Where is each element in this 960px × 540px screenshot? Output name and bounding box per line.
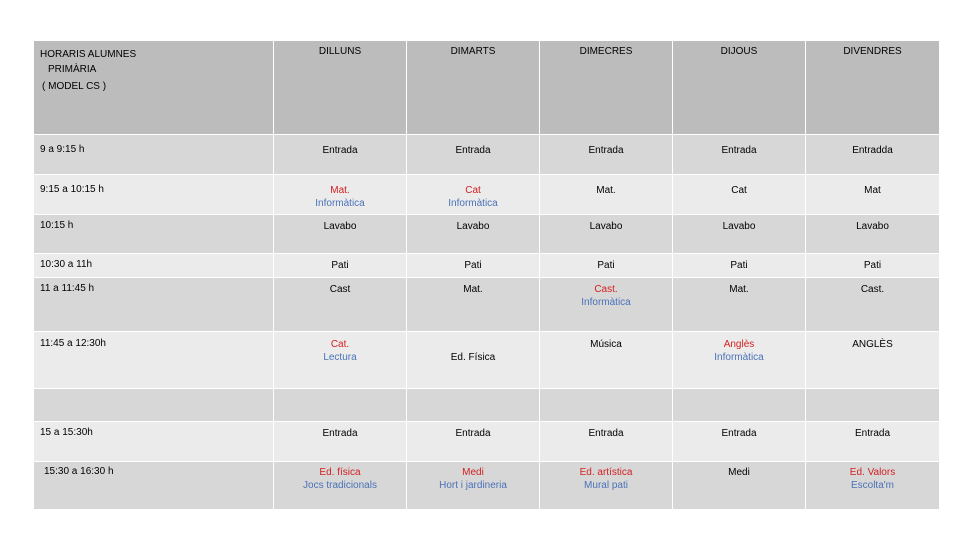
schedule-cell: Entrada — [407, 135, 540, 175]
subject-label: Cat. — [330, 339, 350, 350]
table-row — [34, 422, 940, 462]
time-cell: 15:30 a 16:30 h — [34, 462, 274, 510]
schedule-cell — [806, 462, 940, 510]
schedule-cell: Entrada — [673, 135, 806, 175]
title-line-2: PRIMÀRIA — [48, 64, 97, 75]
schedule-cell — [274, 389, 407, 422]
schedule-cell: Pati — [540, 254, 673, 278]
schedule-cell — [407, 389, 540, 422]
schedule-cell: Lavabo — [806, 215, 940, 254]
schedule-cell: Cat — [673, 175, 806, 215]
schedule-cell: Cast. — [806, 278, 940, 332]
schedule-cell: Lavabo — [274, 215, 407, 254]
subject-sublabel: Mural pati — [584, 480, 628, 491]
schedule-cell: Mat. — [540, 175, 673, 215]
schedule-cell: Música — [540, 332, 673, 389]
schedule-cell: Entrada — [540, 135, 673, 175]
time-cell: 15 a 15:30h — [34, 422, 274, 462]
table-row — [34, 332, 940, 389]
schedule-cell: Pati — [806, 254, 940, 278]
schedule-cell: Pati — [673, 254, 806, 278]
subject-label: Mat. — [330, 185, 350, 196]
time-cell: 9:15 a 10:15 h — [34, 175, 274, 215]
time-cell: 9 a 9:15 h — [34, 135, 274, 175]
schedule-title — [34, 41, 274, 135]
subject-sublabel: Informàtica — [315, 198, 365, 209]
schedule-cell — [673, 332, 806, 389]
schedule-cell: Lavabo — [673, 215, 806, 254]
subject-sublabel: Informàtica — [714, 352, 764, 363]
subject-sublabel: Escolta'm — [850, 480, 895, 491]
day-header-wednesday: DIMECRES — [540, 41, 673, 135]
schedule-cell — [407, 462, 540, 510]
schedule-cell: Pati — [407, 254, 540, 278]
schedule-cell — [806, 389, 940, 422]
subject-label: Ed. Valors — [849, 467, 896, 478]
time-cell: 11 a 11:45 h — [34, 278, 274, 332]
day-header-friday: DIVENDRES — [806, 41, 940, 135]
day-header-monday: DILLUNS — [274, 41, 407, 135]
table-row — [34, 175, 940, 215]
subject-sublabel: Jocs tradicionals — [303, 480, 377, 491]
schedule-cell: Ed. Física — [407, 332, 540, 389]
schedule-cell — [673, 389, 806, 422]
day-header-tuesday: DIMARTS — [407, 41, 540, 135]
schedule-cell: Entrada — [274, 422, 407, 462]
header-row — [34, 41, 940, 135]
schedule-cell: Lavabo — [540, 215, 673, 254]
table-row — [34, 462, 940, 510]
schedule-cell: Cast — [274, 278, 407, 332]
schedule-cell — [407, 175, 540, 215]
schedule-cell — [540, 389, 673, 422]
schedule-cell — [540, 278, 673, 332]
schedule-cell: Entrada — [540, 422, 673, 462]
subject-label: Cat — [465, 185, 481, 196]
schedule-cell — [540, 462, 673, 510]
schedule-cell: Medi — [673, 462, 806, 510]
table-row — [34, 215, 940, 254]
title-line-1: HORARIS ALUMNES — [40, 49, 137, 60]
schedule-cell: Entrada — [407, 422, 540, 462]
table-row — [34, 278, 940, 332]
schedule-cell: Mat. — [673, 278, 806, 332]
day-header-thursday: DIJOUS — [673, 41, 806, 135]
time-cell: 10:30 a 11h — [34, 254, 274, 278]
subject-sublabel: Informàtica — [448, 198, 498, 209]
schedule-cell — [274, 332, 407, 389]
subject-label: Anglès — [723, 339, 755, 350]
schedule-cell: Lavabo — [407, 215, 540, 254]
table-row — [34, 135, 940, 175]
subject-label: Medi — [462, 467, 484, 478]
schedule-cell: Entradda — [806, 135, 940, 175]
schedule-cell — [274, 175, 407, 215]
time-cell: 10:15 h — [34, 215, 274, 254]
schedule-cell: Entrada — [673, 422, 806, 462]
subject-label: Ed. artística — [579, 467, 633, 478]
schedule-cell: Entrada — [274, 135, 407, 175]
subject-sublabel: Hort i jardineria — [439, 480, 507, 491]
title-line-3: ( MODEL CS ) — [42, 81, 107, 92]
schedule-cell: Entrada — [806, 422, 940, 462]
subject-sublabel: Lectura — [323, 352, 357, 363]
table-row — [34, 389, 940, 422]
schedule-table — [33, 40, 940, 510]
subject-label: Cast. — [594, 284, 618, 295]
schedule-cell: Pati — [274, 254, 407, 278]
subject-label: Ed. física — [319, 467, 361, 478]
subject-sublabel: Informàtica — [581, 297, 631, 308]
time-cell: 11:45 a 12:30h — [34, 332, 274, 389]
schedule-cell — [274, 462, 407, 510]
schedule-cell: Mat. — [407, 278, 540, 332]
time-cell — [34, 389, 274, 422]
table-row — [34, 254, 940, 278]
schedule-cell: Mat — [806, 175, 940, 215]
schedule-cell: ANGLÈS — [806, 332, 940, 389]
